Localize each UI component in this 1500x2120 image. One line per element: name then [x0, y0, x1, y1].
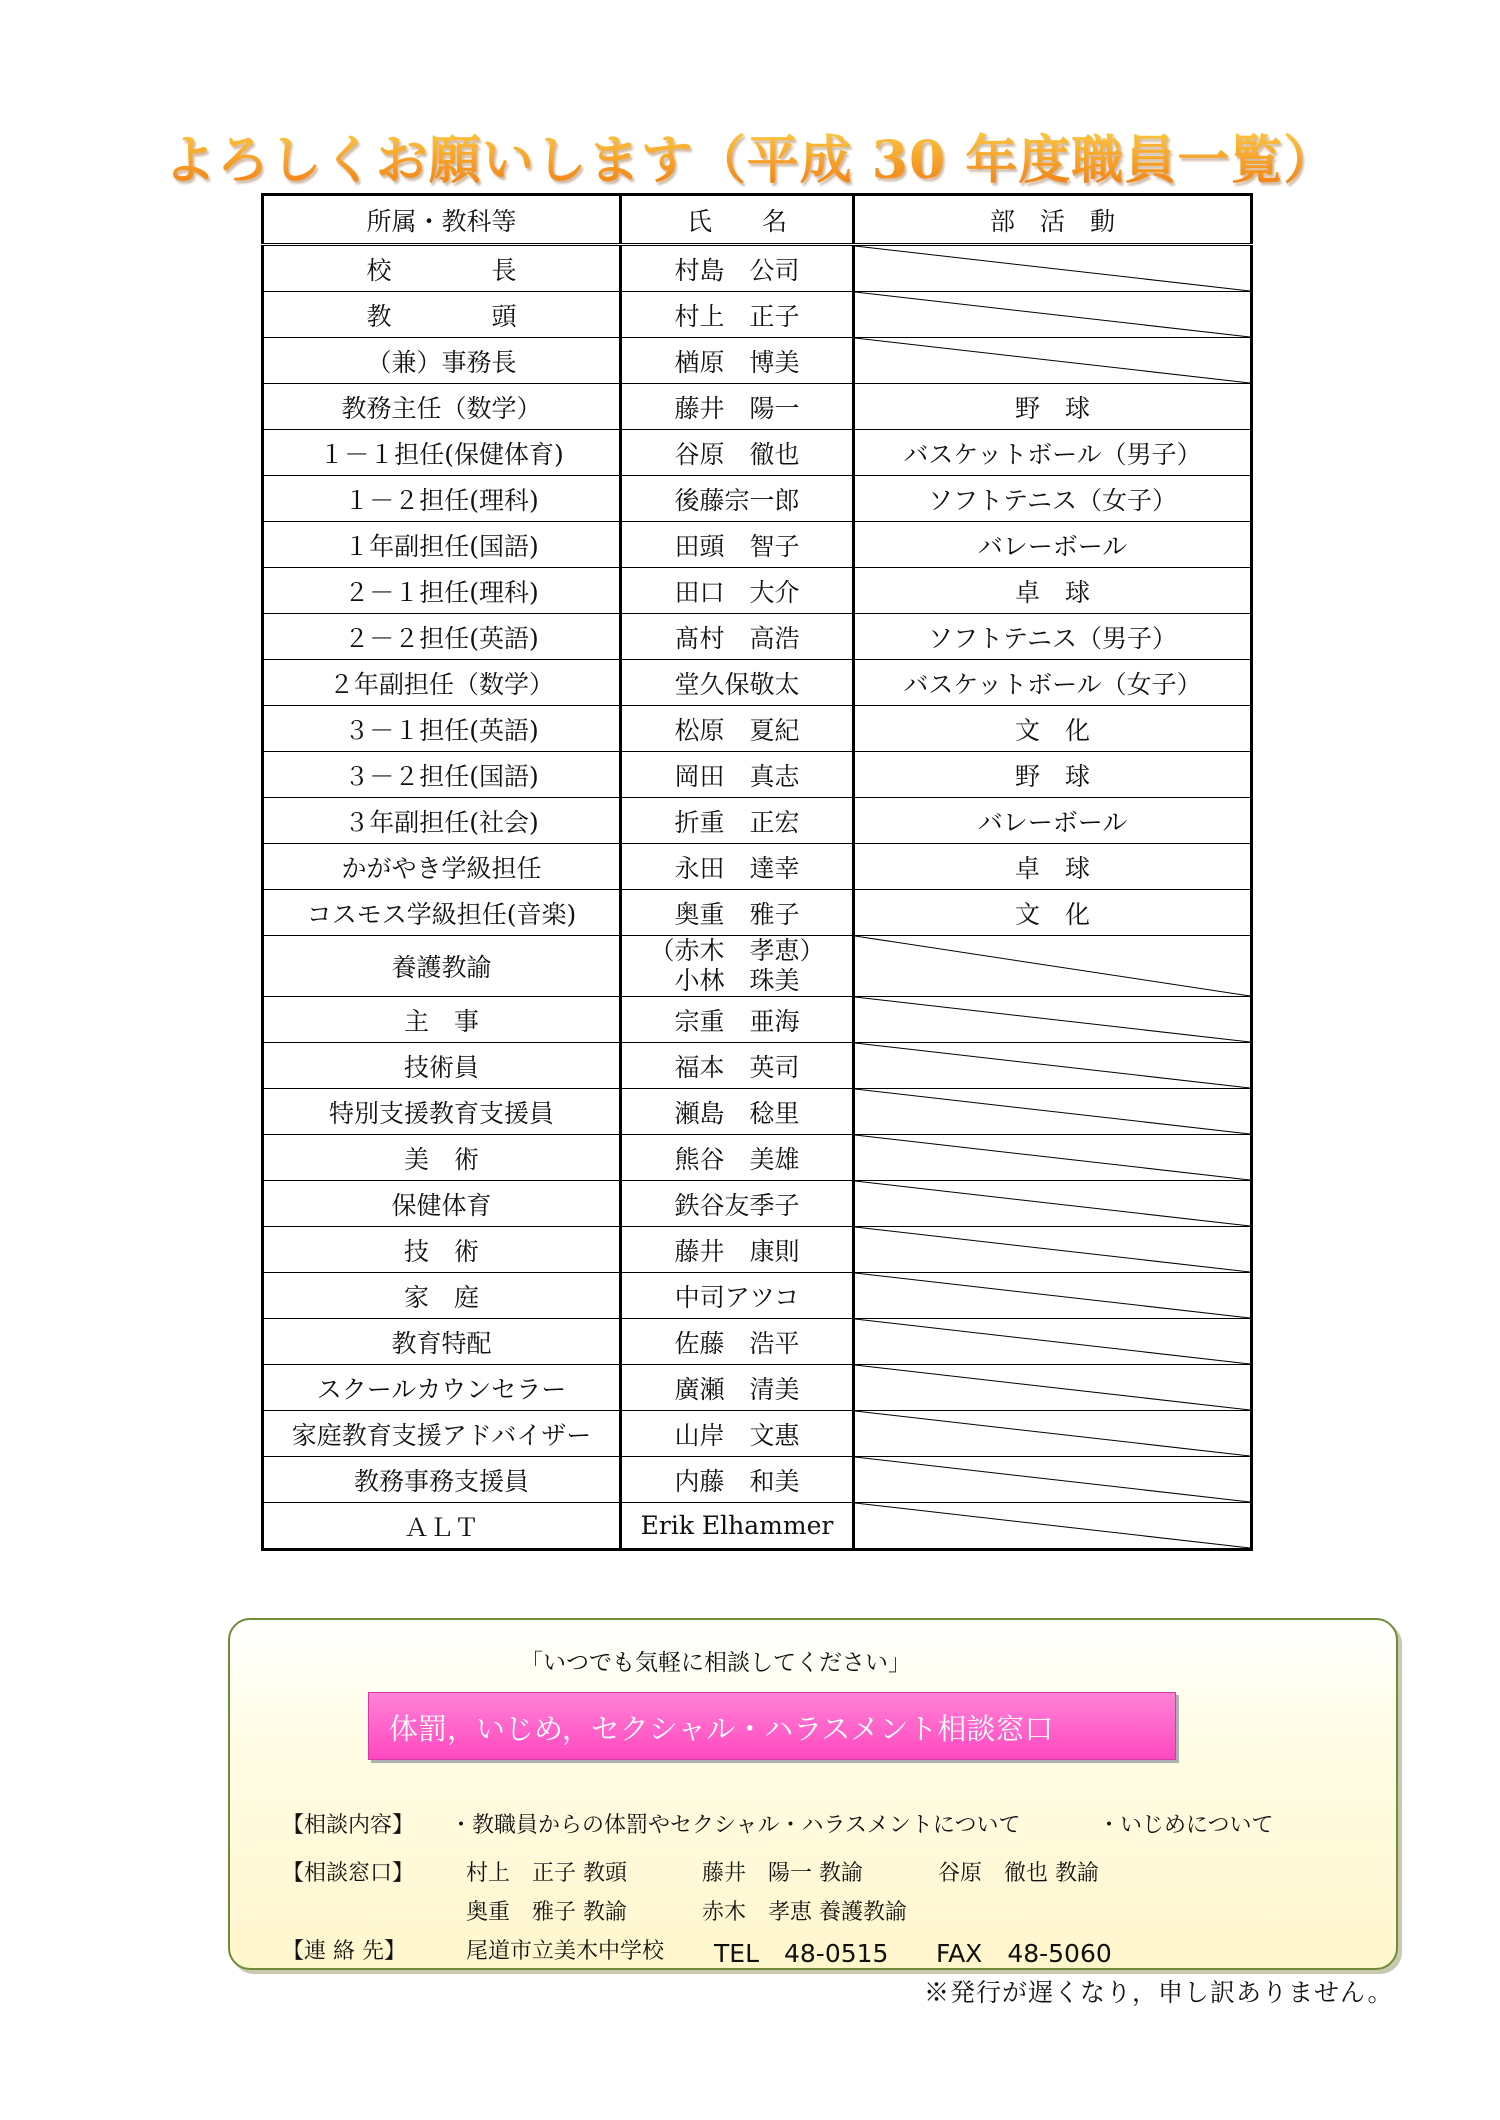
table-row — [263, 660, 1252, 706]
role-cell: ２年副担任（数学） — [263, 660, 621, 706]
name-cell: 松原 夏紀 — [621, 706, 854, 752]
name-cell: 村上 正子 — [621, 292, 854, 338]
table-row — [263, 844, 1252, 890]
window-contact-3: 谷原 徹也 教諭 — [938, 1861, 1099, 1886]
name-cell: 山岸 文惠 — [621, 1411, 854, 1457]
club-cell: バスケットボール（男子） — [854, 430, 1252, 476]
header-name: 氏 名 — [621, 195, 854, 245]
staff-table — [261, 193, 1253, 1551]
club-cell — [854, 1089, 1252, 1135]
club-cell: 野 球 — [854, 384, 1252, 430]
table-row — [263, 292, 1252, 338]
name-cell: 髙村 高浩 — [621, 614, 854, 660]
name-cell: 内藤 和美 — [621, 1457, 854, 1503]
diagonal-slash-icon — [855, 1227, 1250, 1272]
role-cell: 美 術 — [263, 1135, 621, 1181]
role-cell: 技術員 — [263, 1043, 621, 1089]
footnote: ※発行が遅くなり，申し訳ありません。 — [924, 1978, 1394, 2007]
name-cell: 佐藤 浩平 — [621, 1319, 854, 1365]
club-cell — [854, 1457, 1252, 1503]
table-row — [263, 997, 1252, 1043]
name-cell: 折重 正宏 — [621, 798, 854, 844]
name-cell: 藤井 康則 — [621, 1227, 854, 1273]
window-contact-5: 赤木 孝恵 養護教諭 — [702, 1900, 907, 1925]
table-row — [263, 614, 1252, 660]
table-row — [263, 245, 1252, 292]
name-cell: 村島 公司 — [621, 245, 854, 292]
name-line: 小林 珠美 — [674, 966, 800, 995]
role-cell: １－２担任(理科) — [263, 476, 621, 522]
table-row — [263, 1365, 1252, 1411]
name-cell: 堂久保敬太 — [621, 660, 854, 706]
table-row — [263, 936, 1252, 997]
consultation-panel — [228, 1618, 1398, 1970]
table-row — [263, 522, 1252, 568]
name-cell: 廣瀬 清美 — [621, 1365, 854, 1411]
club-cell: バレーボール — [854, 798, 1252, 844]
content-item-1: ・教職員からの体罰やセクシャル・ハラスメントについて — [450, 1813, 1021, 1838]
header-club: 部 活 動 — [854, 195, 1252, 245]
table-row — [263, 384, 1252, 430]
table-row — [263, 1227, 1252, 1273]
club-cell — [854, 1273, 1252, 1319]
club-cell — [854, 1043, 1252, 1089]
role-cell: 教 頭 — [263, 292, 621, 338]
table-row — [263, 1181, 1252, 1227]
role-cell: 養護教諭 — [263, 936, 621, 997]
role-cell: ２－２担任(英語) — [263, 614, 621, 660]
role-cell: 主 事 — [263, 997, 621, 1043]
table-row — [263, 1043, 1252, 1089]
club-cell: 卓 球 — [854, 568, 1252, 614]
consultation-banner: 体罰，いじめ，セクシャル・ハラスメント相談窓口 — [368, 1692, 1176, 1760]
club-cell — [854, 1181, 1252, 1227]
contact-fax: FAX 48-5060 — [936, 1939, 1112, 1968]
diagonal-slash-icon — [855, 1411, 1250, 1456]
club-cell — [854, 292, 1252, 338]
club-cell — [854, 1411, 1252, 1457]
role-cell: かがやき学級担任 — [263, 844, 621, 890]
role-cell: ３年副担任(社会) — [263, 798, 621, 844]
role-cell: 特別支援教育支援員 — [263, 1089, 621, 1135]
club-cell — [854, 338, 1252, 384]
club-cell: ソフトテニス（男子） — [854, 614, 1252, 660]
club-cell — [854, 1319, 1252, 1365]
window-contact-2: 藤井 陽一 教諭 — [702, 1861, 863, 1886]
name-cell — [621, 936, 854, 997]
window-contact-4: 奥重 雅子 教諭 — [466, 1900, 627, 1925]
club-cell — [854, 1365, 1252, 1411]
role-cell: 教務主任（数学） — [263, 384, 621, 430]
role-cell: １－１担任(保健体育) — [263, 430, 621, 476]
club-cell — [854, 1503, 1252, 1550]
name-cell: 藤井 陽一 — [621, 384, 854, 430]
window-contact-1: 村上 正子 教頭 — [466, 1861, 627, 1886]
name-cell: Erik Elhammer — [621, 1503, 854, 1550]
table-row — [263, 1089, 1252, 1135]
role-cell: 家庭教育支援アドバイザー — [263, 1411, 621, 1457]
name-cell: 中司アツコ — [621, 1273, 854, 1319]
club-cell — [854, 936, 1252, 997]
table-row — [263, 568, 1252, 614]
club-cell — [854, 245, 1252, 292]
content-item-2: ・いじめについて — [1098, 1813, 1274, 1838]
club-cell: 卓 球 — [854, 844, 1252, 890]
diagonal-slash-icon — [855, 997, 1250, 1042]
role-cell: ３－１担任(英語) — [263, 706, 621, 752]
contact-tel: TEL 48-0515 — [714, 1939, 889, 1968]
name-cell: 熊谷 美雄 — [621, 1135, 854, 1181]
club-cell: 文 化 — [854, 890, 1252, 936]
role-cell: １年副担任(国語) — [263, 522, 621, 568]
diagonal-slash-icon — [855, 246, 1250, 291]
name-cell: 福本 英司 — [621, 1043, 854, 1089]
diagonal-slash-icon — [855, 936, 1250, 996]
diagonal-slash-icon — [855, 292, 1250, 337]
diagonal-slash-icon — [855, 338, 1250, 383]
club-cell — [854, 1135, 1252, 1181]
table-row — [263, 1411, 1252, 1457]
table-row — [263, 1319, 1252, 1365]
role-cell: 教務事務支援員 — [263, 1457, 621, 1503]
role-cell: 教育特配 — [263, 1319, 621, 1365]
name-cell: 奥重 雅子 — [621, 890, 854, 936]
table-row — [263, 752, 1252, 798]
club-cell: バスケットボール（女子） — [854, 660, 1252, 706]
header-role: 所属・教科等 — [263, 195, 621, 245]
name-cell: 瀬島 稔里 — [621, 1089, 854, 1135]
table-row — [263, 476, 1252, 522]
window-label: 【相談窓口】 — [282, 1861, 415, 1886]
table-row — [263, 1503, 1252, 1550]
role-cell: コスモス学級担任(音楽) — [263, 890, 621, 936]
name-cell: 永田 達幸 — [621, 844, 854, 890]
diagonal-slash-icon — [855, 1043, 1250, 1088]
diagonal-slash-icon — [855, 1089, 1250, 1134]
content-label: 【相談内容】 — [282, 1813, 415, 1838]
club-cell: 野 球 — [854, 752, 1252, 798]
name-cell: 後藤宗一郎 — [621, 476, 854, 522]
table-row — [263, 1457, 1252, 1503]
role-cell: 校 長 — [263, 245, 621, 292]
name-line: （赤木 孝恵） — [649, 936, 825, 965]
diagonal-slash-icon — [855, 1135, 1250, 1180]
role-cell: ２－１担任(理科) — [263, 568, 621, 614]
panel-quote: 「いつでも気軽に相談してください」 — [520, 1650, 911, 1676]
name-cell: 田頭 智子 — [621, 522, 854, 568]
table-row — [263, 798, 1252, 844]
page-title: よろしくお願いします（平成 30 年度職員一覧） — [0, 118, 1500, 193]
role-cell: ＡＬＴ — [263, 1503, 621, 1550]
diagonal-slash-icon — [855, 1365, 1250, 1410]
table-row — [263, 338, 1252, 384]
name-cell: 田口 大介 — [621, 568, 854, 614]
club-cell: バレーボール — [854, 522, 1252, 568]
diagonal-slash-icon — [855, 1319, 1250, 1364]
club-cell — [854, 997, 1252, 1043]
name-cell: 鉄谷友季子 — [621, 1181, 854, 1227]
role-cell: 技 術 — [263, 1227, 621, 1273]
role-cell: スクールカウンセラー — [263, 1365, 621, 1411]
table-row — [263, 1273, 1252, 1319]
role-cell: 保健体育 — [263, 1181, 621, 1227]
contact-label: 【連 絡 先】 — [282, 1939, 406, 1964]
name-cell: 楢原 博美 — [621, 338, 854, 384]
club-cell: ソフトテニス（女子） — [854, 476, 1252, 522]
diagonal-slash-icon — [855, 1503, 1250, 1548]
diagonal-slash-icon — [855, 1181, 1250, 1226]
table-row — [263, 430, 1252, 476]
diagonal-slash-icon — [855, 1457, 1250, 1502]
club-cell: 文 化 — [854, 706, 1252, 752]
name-cell: 谷原 徹也 — [621, 430, 854, 476]
diagonal-slash-icon — [855, 1273, 1250, 1318]
name-cell: 岡田 真志 — [621, 752, 854, 798]
role-cell: ３－２担任(国語) — [263, 752, 621, 798]
table-row — [263, 890, 1252, 936]
name-cell: 宗重 亜海 — [621, 997, 854, 1043]
table-row — [263, 1135, 1252, 1181]
contact-school: 尾道市立美木中学校 — [466, 1939, 665, 1964]
club-cell — [854, 1227, 1252, 1273]
table-row — [263, 706, 1252, 752]
table-header-row — [263, 195, 1252, 245]
role-cell: 家 庭 — [263, 1273, 621, 1319]
role-cell: （兼）事務長 — [263, 338, 621, 384]
staff-table-body — [263, 245, 1252, 1550]
